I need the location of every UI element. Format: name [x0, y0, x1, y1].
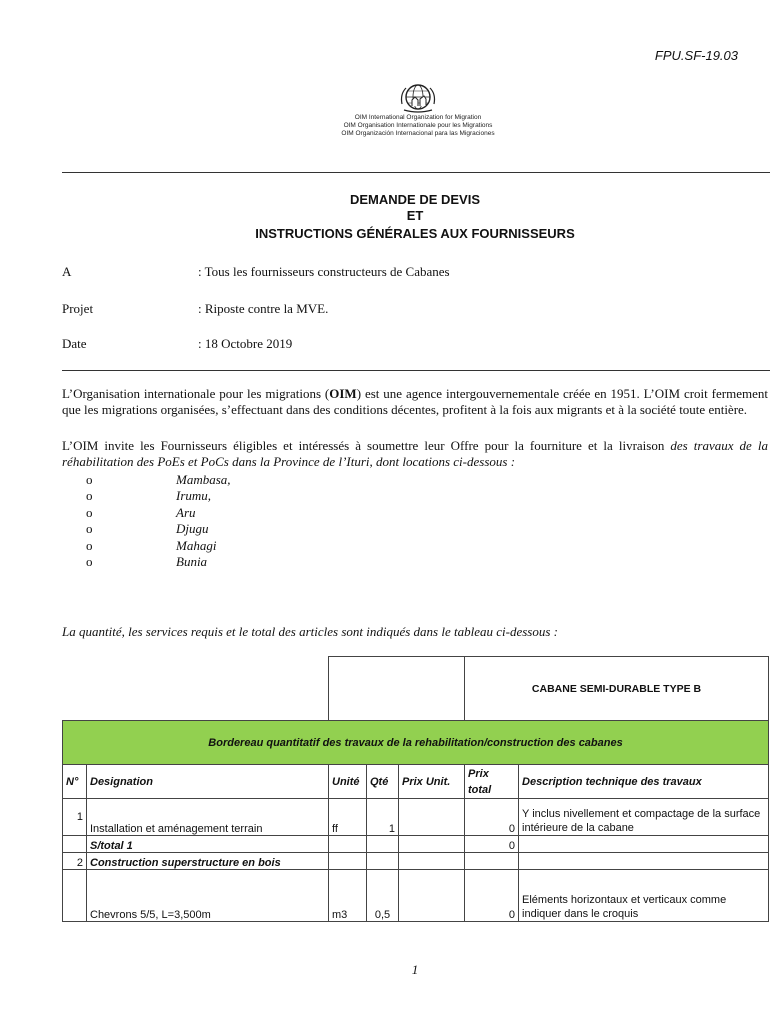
intro-text-a: L’Organisation internationale pour les migrations ( [62, 386, 330, 401]
table-row [63, 799, 769, 836]
date-label: Date [62, 336, 87, 351]
cabane-header-row [63, 657, 769, 721]
row-prix-total: 0 [465, 870, 519, 922]
bullet-icon: o [86, 472, 93, 487]
row-number: 1 [63, 799, 87, 836]
row-designation: Chevrons 5/5, L=3,500m [87, 870, 329, 922]
recipient-value: : Tous les fournisseurs constructeurs de Cabanes [198, 264, 450, 279]
col-header-description: Description technique des travaux [519, 765, 769, 799]
bottom-divider [62, 370, 770, 371]
invitation-text: L’OIM invite les Fournisseurs éligibles et intéressés à soumettre leur Offre pour la fourniture et la livraison [62, 438, 671, 453]
table-row [63, 870, 769, 922]
title-line-2: ET [406, 208, 424, 223]
intro-paragraph [62, 386, 768, 419]
col-header-qte: Qté [367, 765, 399, 799]
org-name-es: OIM Organización Internacional para las Migraciones [341, 130, 495, 137]
document-title [0, 192, 770, 242]
band-row [63, 721, 769, 765]
empty-cell [329, 657, 465, 721]
row-qte: 1 [367, 799, 399, 836]
row-description: Eléments horizontaux et verticaux comme indiquer dans le croquis [519, 870, 769, 922]
bullet-icon: o [86, 521, 93, 537]
col-header-designation: Designation [87, 765, 329, 799]
row-prix-unit [399, 836, 465, 853]
row-prix-total: 0 [465, 836, 519, 853]
col-header-prix-unit: Prix Unit. [399, 765, 465, 799]
recipient-label: A [62, 264, 72, 279]
row-number [63, 836, 87, 853]
title-line-1: DEMANDE DE DEVIS [349, 192, 481, 207]
date-value: : 18 Octobre 2019 [198, 336, 293, 351]
row-description [519, 853, 769, 870]
col-header-prix-total: Prix total [465, 765, 519, 799]
invitation-text-italic: des travaux de la réhabilitation des PoEs et PoCs dans la Province de l’Ituri, dont locations ci-dessous : [62, 438, 769, 470]
row-prix-total [465, 853, 519, 870]
invitation-paragraph [62, 438, 768, 471]
table-row [63, 836, 769, 853]
row-qte [367, 853, 399, 870]
row-designation: Construction superstructure en bois [87, 853, 329, 870]
row-description: Y inclus nivellement et compactage de la surface intérieure de la cabane [519, 799, 769, 836]
col-header-n: N° [63, 765, 87, 799]
table-intro: La quantité, les services requis et le total des articles sont indiqués dans le tableau ci-dessous : [62, 624, 558, 639]
row-designation: Installation et aménagement terrain [87, 799, 329, 836]
intro-text-b: ) est une agence intergouvernementale créée en 1951. L’OIM croit fermement que les migrations organisées, s’effectuant dans des conditions décentes, profitent à la fois aux migrants et à la société toute entière. [62, 386, 768, 418]
band-title: Bordereau quantitatif des travaux de la rehabilitation/construction des cabanes [63, 721, 769, 765]
project-value: : Riposte contre la MVE. [198, 301, 329, 316]
col-header-unite: Unité [329, 765, 367, 799]
org-name-en: OIM International Organization for Migration [354, 114, 482, 121]
column-header-row [63, 765, 769, 799]
row-qte [367, 836, 399, 853]
row-prix-unit [399, 799, 465, 836]
row-number [63, 870, 87, 922]
project-label: Projet [62, 301, 94, 316]
oim-logo [318, 80, 518, 138]
page-number: 1 [411, 962, 419, 977]
empty-cell [63, 657, 329, 721]
row-number: 2 [63, 853, 87, 870]
row-unite: ff [329, 799, 367, 836]
row-prix-unit [399, 853, 465, 870]
bullet-icon: o [86, 537, 93, 553]
row-unite [329, 853, 367, 870]
top-divider [62, 172, 770, 173]
row-prix-unit [399, 870, 465, 922]
row-qte: 0,5 [367, 870, 399, 922]
oim-emblem-icon [398, 80, 438, 114]
bullet-icon: o [86, 504, 93, 520]
title-line-3: INSTRUCTIONS GÉNÉRALES AUX FOURNISSEURS [255, 226, 575, 241]
row-designation: S/total 1 [87, 836, 329, 853]
document-reference: FPU.SF-19.03 [654, 48, 738, 63]
cabane-type-title: CABANE SEMI-DURABLE TYPE B [465, 657, 769, 721]
row-prix-total: 0 [465, 799, 519, 836]
bullet-icon: o [86, 553, 93, 569]
row-unite: m3 [329, 870, 367, 922]
row-description [519, 836, 769, 853]
row-unite [329, 836, 367, 853]
bullet-icon: o [86, 488, 93, 504]
intro-text-oim: OIM [329, 386, 357, 401]
table-row [63, 853, 769, 870]
bill-of-quantities-table [62, 656, 769, 922]
org-name-fr: OIM Organisation Internationale pour les Migrations [343, 122, 493, 129]
